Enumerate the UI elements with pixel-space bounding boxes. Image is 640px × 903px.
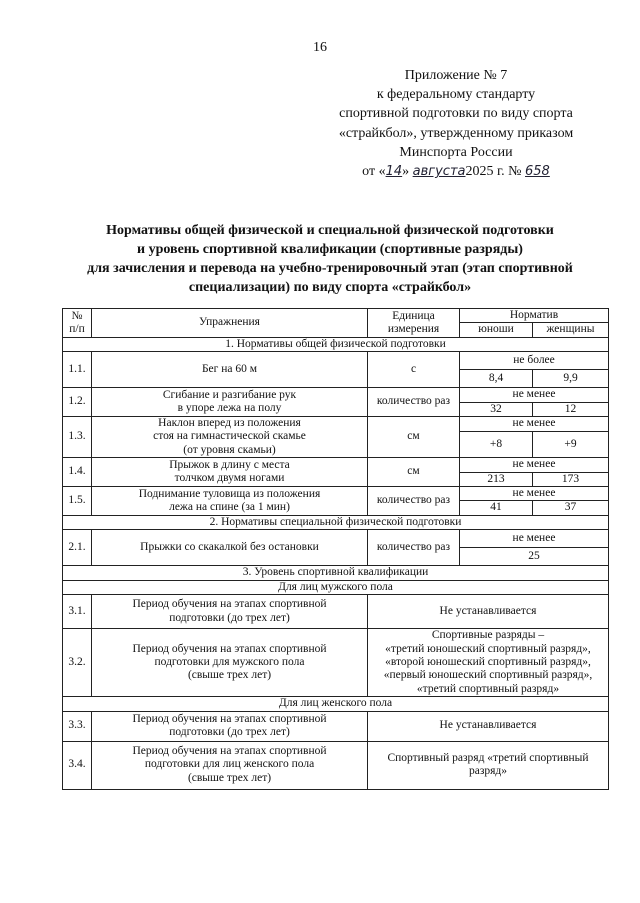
value-boys: 41 xyxy=(460,501,533,515)
exercise-line: стоя на гимнастической скамье xyxy=(153,430,306,443)
value-line: «третий юношеский спортивный разряд», xyxy=(385,642,591,655)
value-boys: +8 xyxy=(460,432,533,458)
exercise-line: Период обучения на этапах спортивной xyxy=(132,642,327,655)
section-title: 3. Уровень спортивной квалификации xyxy=(63,566,609,580)
row-exercise: Бег на 60 м xyxy=(92,352,368,388)
handwritten-order-number: 658 xyxy=(525,164,550,180)
row-condition: не менее xyxy=(460,530,609,548)
row-value: Не устанавливается xyxy=(368,711,609,741)
exercise-line: подготовки для лиц женского пола xyxy=(144,758,315,771)
row-num: 1.1. xyxy=(63,352,92,388)
appendix-line: «страйкбол», утвержденному приказом xyxy=(338,125,574,141)
row-exercise xyxy=(92,458,368,487)
value-line: Спортивные разряды – xyxy=(431,629,545,642)
section-row xyxy=(63,566,609,580)
page-number: 16 xyxy=(313,40,327,55)
value-boys: 32 xyxy=(460,402,533,416)
table-row xyxy=(63,741,609,789)
exercise-line: Наклон вперед из положения xyxy=(158,417,301,430)
exercise-line: Прыжок в длину с места xyxy=(169,458,290,471)
row-exercise xyxy=(92,487,368,516)
value-women: 9,9 xyxy=(533,370,609,388)
row-num: 3.1. xyxy=(63,595,92,629)
order-date xyxy=(306,162,606,181)
row-condition: не менее xyxy=(460,458,609,472)
exercise-line: подготовки для мужского пола xyxy=(154,655,305,668)
exercise-line: Период обучения на этапах спортивной xyxy=(132,712,327,725)
appendix-line: Минспорта России xyxy=(399,144,513,160)
appendix-line: Приложение № 7 xyxy=(404,68,508,83)
table-row xyxy=(63,352,609,370)
value-common: 25 xyxy=(460,548,609,566)
row-exercise xyxy=(92,388,368,417)
appendix-line: спортивной подготовки по виду спорта xyxy=(339,106,573,122)
value-women: 37 xyxy=(533,501,609,515)
row-condition: не более xyxy=(460,352,609,370)
exercise-line: толчком двумя ногами xyxy=(174,472,285,485)
exercise-line: подготовки (до трех лет) xyxy=(169,726,290,739)
exercise-line: Период обучения на этапах спортивной xyxy=(132,744,327,757)
row-num: 3.2. xyxy=(63,629,92,697)
date-year: 2025 г. № xyxy=(465,164,522,180)
exercise-line: в упоре лежа на полу xyxy=(177,402,282,415)
value-line: «второй юношеский спортивный разряд», xyxy=(385,655,591,668)
row-num: 2.1. xyxy=(63,530,92,566)
row-value xyxy=(368,741,609,789)
title-line: и уровень спортивной квалификации (спортивные разряды) xyxy=(137,242,523,257)
header-num: № п/п xyxy=(63,309,92,338)
subsection-title: Для лиц женского пола xyxy=(63,697,609,711)
row-unit: см xyxy=(368,417,460,458)
row-unit: см xyxy=(368,458,460,487)
value-line: «третий спортивный разряд» xyxy=(416,682,560,695)
row-condition: не менее xyxy=(460,417,609,432)
subsection-title: Для лиц мужского пола xyxy=(63,580,609,594)
handwritten-month: августа xyxy=(412,164,466,180)
exercise-line: Поднимание туловища из положения xyxy=(138,487,321,500)
value-line: Спортивный разряд «третий спортивный xyxy=(387,751,589,764)
exercise-line: (от уровня скамьи) xyxy=(183,443,276,456)
document-title xyxy=(50,221,610,297)
row-unit: с xyxy=(368,352,460,388)
value-boys: 213 xyxy=(460,472,533,486)
exercise-line: Период обучения на этапах спортивной xyxy=(132,598,327,611)
row-num: 1.3. xyxy=(63,417,92,458)
subsection-row xyxy=(63,697,609,711)
row-value: Не устанавливается xyxy=(368,595,609,629)
exercise-line: подготовки (до трех лет) xyxy=(169,611,290,624)
table-row xyxy=(63,417,609,432)
section-title: 2. Нормативы специальной физической подготовки xyxy=(63,515,609,529)
table-row xyxy=(63,530,609,548)
exercise-line: (свыше трех лет) xyxy=(187,669,272,682)
exercise-line: Сгибание и разгибание рук xyxy=(162,388,297,401)
section-title: 1. Нормативы общей физической подготовки xyxy=(63,337,609,351)
row-exercise xyxy=(92,595,368,629)
row-unit: количество раз xyxy=(368,388,460,417)
table-row xyxy=(63,711,609,741)
appendix-block xyxy=(306,66,606,181)
row-value xyxy=(368,629,609,697)
handwritten-day: 14 xyxy=(385,164,403,180)
value-line: разряд» xyxy=(468,765,508,778)
value-women: +9 xyxy=(533,432,609,458)
table-row xyxy=(63,629,609,697)
header-women: женщины xyxy=(533,323,609,337)
row-exercise xyxy=(92,711,368,741)
section-row xyxy=(63,337,609,351)
exercise-line: лежа на спине (за 1 мин) xyxy=(169,500,290,513)
date-prefix: от « xyxy=(362,164,386,180)
row-exercise xyxy=(92,629,368,697)
title-line: Нормативы общей физической и специальной физической подготовки xyxy=(106,223,554,238)
row-num: 1.2. xyxy=(63,388,92,417)
date-mid: » xyxy=(402,164,410,180)
table-header-row xyxy=(63,309,609,323)
title-line: для зачисления и перевода на учебно-тренировочный этап (этап спортивной xyxy=(87,261,573,276)
row-num: 3.3. xyxy=(63,711,92,741)
row-unit: количество раз xyxy=(368,487,460,516)
section-row xyxy=(63,515,609,529)
table-row xyxy=(63,458,609,472)
row-num: 1.5. xyxy=(63,487,92,516)
row-exercise: Прыжки со скакалкой без остановки xyxy=(92,530,368,566)
title-line: специализации) по виду спорта «страйкбол» xyxy=(188,280,472,295)
table-row xyxy=(63,487,609,501)
row-exercise xyxy=(92,417,368,458)
value-women: 173 xyxy=(533,472,609,486)
subsection-row xyxy=(63,580,609,594)
table-row xyxy=(63,595,609,629)
value-boys: 8,4 xyxy=(460,370,533,388)
header-exercise: Упражнения xyxy=(92,309,368,338)
appendix-line: к федеральному стандарту xyxy=(376,87,536,103)
table-row xyxy=(63,388,609,402)
row-condition: не менее xyxy=(460,388,609,402)
header-unit: Единица измерения xyxy=(368,309,460,338)
exercise-line: (свыше трех лет) xyxy=(187,771,272,784)
row-condition: не менее xyxy=(460,487,609,501)
row-num: 3.4. xyxy=(63,741,92,789)
row-num: 1.4. xyxy=(63,458,92,487)
value-women: 12 xyxy=(533,402,609,416)
norms-table xyxy=(62,308,609,790)
header-boys: юноши xyxy=(460,323,533,337)
value-line: «первый юношеский спортивный разряд», xyxy=(383,669,593,682)
header-norm: Норматив xyxy=(460,309,609,323)
row-exercise xyxy=(92,741,368,789)
row-unit: количество раз xyxy=(368,530,460,566)
